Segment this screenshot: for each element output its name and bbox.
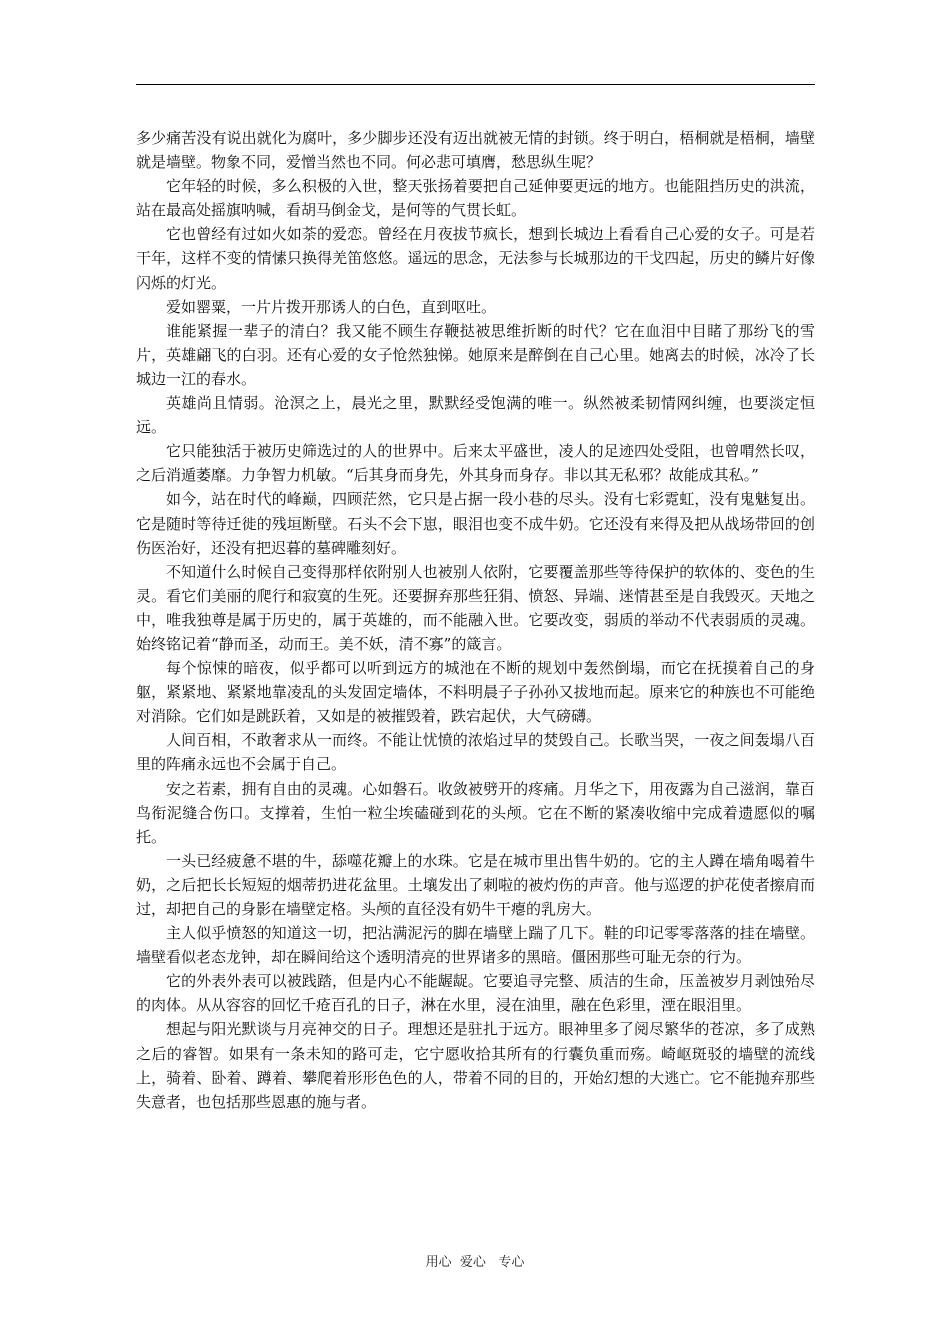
paragraph: 不知道什么时候自己变得那样依附别人也被别人依附，它要覆盖那些等待保护的软体的、变色的生灵。看它们美丽的爬行和寂寞的生死。还要摒弃那些狂狷、愤怒、异端、迷情甚至是自我毁灭。天地之中，唯我独尊是属于历史的，属于英雄的，而不能融入世。它要改变，弱质的举动不代表弱质的灵魂。始终铭记着“静而圣，动而王。美不妖，清不寡”的箴言。 xyxy=(136,562,815,653)
paragraph: 如今，站在时代的峰巅，四顾茫然，它只是占据一段小巷的尽头。没有七彩霓虹，没有鬼魅复出。它是随时等待迁徙的残垣断壁。石头不会下崽，眼泪也变不成牛奶。它还没有来得及把从战场带回的创伤医治好，还没有把迟暮的墓碑雕刻好。 xyxy=(136,490,815,557)
paragraph: 人间百相，不敢奢求从一而终。不能让忧愤的浓焰过早的焚毁自己。长歌当哭，一夜之间轰塌八百里的阵痛永远也不会属于自己。 xyxy=(136,731,815,774)
paragraph: 它只能独活于被历史筛选过的人的世界中。后来太平盛世，凌人的足迹四处受阻，也曾喟然长叹，之后消遁萎靡。力争智力机敏。“后其身而身先，外其身而身存。非以其无私邪？故能成其私。” xyxy=(136,442,815,485)
paragraph: 它也曾经有过如火如荼的爱恋。曾经在月夜拔节疯长，想到长城边上看看自己心爱的女子。可是若干年，这样不变的情愫只换得羌笛悠悠。遥远的思念，无法参与长城那边的干戈四起，历史的鳞片好像闪烁的灯光。 xyxy=(136,225,815,292)
paragraph: 主人似乎愤怒的知道这一切，把沾满泥污的脚在墙壁上踹了几下。鞋的印记零零落落的挂在墙壁。墙壁看似老态龙钟，却在瞬间给这个透明清亮的世界诸多的黑暗。僵困那些可耻无奈的行为。 xyxy=(136,924,815,967)
paragraph: 安之若素，拥有自由的灵魂。心如磐石。收敛被劈开的疼痛。月华之下，用夜露为自己滋润，靠百鸟衔泥缝合伤口。支撑着，生怕一粒尘埃磕碰到花的头颅。它在不断的紧凑收缩中完成着遗愿似的嘱托。 xyxy=(136,779,815,846)
paragraph: 想起与阳光默谈与月亮神交的日子。理想还是驻扎于远方。眼神里多了阅尽繁华的苍凉，多了成熟之后的睿智。如果有一条未知的路可走，它宁愿收拾其所有的行囊负重而殇。崎岖斑驳的墙壁的流线上，骑着、卧着、蹲着、攀爬着形形色色的人，带着不同的目的，开始幻想的大逃亡。它不能抛弃那些失意者，也包括那些恩惠的施与者。 xyxy=(136,1020,815,1111)
essay-body xyxy=(136,126,815,1114)
paragraph: 它的外表外表可以被践踏，但是内心不能龌龊。它要追寻完整、质洁的生命，压盖被岁月剥蚀殆尽的肉体。从从容容的回忆千疮百孔的日子，淋在水里，浸在油里，融在色彩里，湮在眼泪里。 xyxy=(136,972,815,1015)
paragraph: 多少痛苦没有说出就化为腐叶，多少脚步还没有迈出就被无情的封锁。终于明白，梧桐就是梧桐，墙壁就是墙壁。物象不同，爱憎当然也不同。何必悲可填膺，愁思纵生呢？ xyxy=(136,129,815,172)
paragraph: 爱如罂粟，一片片拨开那诱人的白色，直到呕吐。 xyxy=(166,297,497,316)
paragraph: 英雄尚且情弱。沧溟之上，晨光之里，默默经受饱满的唯一。纵然被柔韧情网纠缠，也要淡定恒远。 xyxy=(136,394,815,437)
header-rule xyxy=(136,84,815,85)
paragraph: 谁能紧握一辈子的清白？我又能不顾生存鞭挞被思维折断的时代？它在血泪中目睹了那纷飞的雪片，英雄翩飞的白羽。还有心爱的女子怆然独悌。她原来是醉倒在自己心里。她离去的时候，冰冷了长城边一江的春水。 xyxy=(136,321,815,388)
paragraph: 每个惊悚的暗夜，似乎都可以听到远方的城池在不断的规划中轰然倒塌，而它在抚摸着自己的身躯，紧紧地、紧紧地靠凌乱的头发固定墙体，不料明晨子子孙孙又拔地而起。原来它的种族也不可能绝对消除。它们如是跳跃着，又如是的被摧毁着，跌宕起伏，大气磅礴。 xyxy=(136,659,815,726)
paragraph: 它年轻的时候，多么积极的入世，整天张扬着要把自己延伸要更远的地方。也能阻挡历史的洪流，站在最高处摇旗呐喊，看胡马倒金戈，是何等的气贯长虹。 xyxy=(136,177,815,220)
page-footer: 用心 爱心 专心 xyxy=(425,1255,525,1270)
paragraph: 一头已经疲惫不堪的牛，舔噬花瓣上的水珠。它是在城市里出售牛奶的。它的主人蹲在墙角喝着牛奶，之后把长长短短的烟蒂扔进花盆里。土壤发出了刺啦的被灼伤的声音。他与巡逻的护花使者擦肩而过，却把自己的身影在墙壁定格。头颅的直径没有奶牛干瘪的乳房大。 xyxy=(136,851,815,918)
